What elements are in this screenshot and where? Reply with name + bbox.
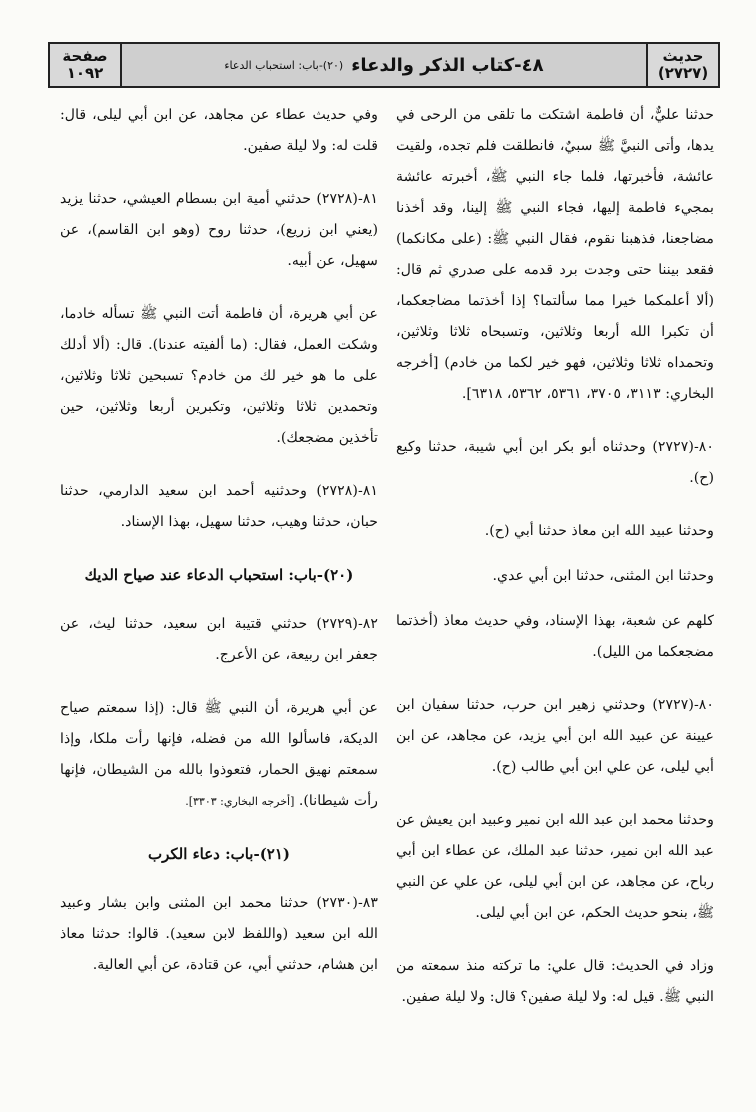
page-label: صفحة xyxy=(62,46,108,65)
paragraph: ٨١-(٢٧٢٨) وحدثنيه أحمد ابن سعيد الدارمي، حدثنا حبان، حدثنا وهيب، حدثنا سهيل، بهذا الإسناد. xyxy=(60,483,378,530)
paragraph xyxy=(60,693,378,817)
book-title: ٤٨-كتاب الذكر والدعاء xyxy=(351,54,544,76)
reference-note: [أخرجه البخاري: ٣٣٠٣]. xyxy=(185,795,295,808)
paragraph: ٨٠-(٢٧٢٧) وحدثناه أبو بكر ابن أبي شيبة، حدثنا وكيع (ح). xyxy=(396,439,714,486)
right-column xyxy=(396,100,714,1090)
page-number: ١٠٩٢ xyxy=(66,64,104,82)
paragraph: ٨١-(٢٧٢٨) حدثني أمية ابن بسطام العيشي، حدثنا يزيد (يعني ابن زريع)، حدثنا روح (وهو ابن القاسم)، عن سهيل، عن أبيه. xyxy=(60,191,378,269)
paragraph: ٨٠-(٢٧٢٧) وحدثني زهير ابن حرب، حدثنا سفيان ابن عيينة عن عبيد الله ابن أبي يزيد، عن مجاهد، عن ابن أبي ليلى، عن علي ابن أبي طالب (ح). xyxy=(396,697,714,775)
hadith-number: (٢٧٢٧) xyxy=(657,64,709,82)
section-heading: (٢٠)-باب: استحباب الدعاء عند صياح الديك xyxy=(84,566,354,584)
section-heading: (٢١)-باب: دعاء الكرب xyxy=(147,845,291,863)
paragraph: ٨٣-(٢٧٣٠) حدثنا محمد ابن المثنى وابن بشار وعبيد الله ابن سعيد (واللفظ لابن سعيد). قالوا: حدثنا معاذ ابن هشام، حدثني أبي، عن قتادة، عن أبي العالية. xyxy=(60,895,378,973)
paragraph: وحدثنا محمد ابن عبد الله ابن نمير وعبيد ابن يعيش عن عبد الله ابن نمير، حدثنا عبد الملك، عن عطاء ابن أبي رباح، عن مجاهد، عن ابن أبي ليلى، عن علي عن النبي ﷺ، بنحو حديث الحكم، عن ابن أبي ليلى. xyxy=(396,812,714,921)
paragraph: وحدثنا عبيد الله ابن معاذ حدثنا أبي (ح). xyxy=(484,523,714,539)
paragraph: وفي حديث عطاء عن مجاهد، عن ابن أبي ليلى، قال: قلت له: ولا ليلة صفين. xyxy=(60,107,378,154)
chapter-title: (٢٠)-باب: استحباب الدعاء xyxy=(224,58,344,72)
paragraph: وحدثنا ابن المثنى، حدثنا ابن أبي عدي. xyxy=(492,568,714,584)
hadith-label: حديث xyxy=(662,46,704,65)
paragraph: عن أبي هريرة، أن فاطمة أتت النبي ﷺ تسأله خادما، وشكت العمل، فقال: (ما ألفيته عندنا). قال: (ألا أدلك على ما هو خير لك من خادم؟ تسبحين ثلاثا وثلاثين، وتحمدين ثلاثا وثلاثين، وتكبرين أربعا وثلاثين، حين تأخذين مضجعك). xyxy=(60,306,378,446)
paragraph: حدثنا عليٌّ، أن فاطمة اشتكت ما تلقى من الرحى في يدها، وأتى النبيَّ ﷺ سبيٌ، فانطلقت فلم تجده، ولقيت عائشة، فأخبرتها، فلما جاء النبي ﷺ، أخبرته عائشة بمجيء فاطمة إليها، فجاء النبي ﷺ إلينا، وقد أخذنا مضاجعنا، فذهبنا نقوم، فقال النبي ﷺ: (على مكانكما) فقعد بيننا حتى وجدت برد قدمه على صدري ثم قال: (ألا أعلمكما خيرا مما سألتما؟ إذا أخذتما مضاجعكما، أن تكبرا الله أربعا وثلاثين، وتسبحاه ثلاثا وثلاثين، وتحمداه ثلاثا وثلاثين، فهو خير لكما من خادم) [أخرجه البخاري: ٣١١٣، ٣٧٠٥، ٥٣٦١، ٥٣٦٢، ٦٣١٨]. xyxy=(396,107,714,402)
left-column xyxy=(60,100,378,1090)
page-number-box xyxy=(50,44,122,86)
paragraph: كلهم عن شعبة، بهذا الإسناد، وفي حديث معاذ (أخذتما مضجعكما من الليل). xyxy=(396,613,714,660)
page-header xyxy=(48,42,720,88)
hadith-text: عن أبي هريرة، أن النبي ﷺ قال: (إذا سمعتم صياح الديكة، فاسألوا الله من فضله، فإنها رأت ملكا، وإذا سمعتم نهيق الحمار، فتعوذوا بالله من الشيطان، فإنها رأت شيطانا). xyxy=(60,700,378,809)
paragraph: وزاد في الحديث: قال علي: ما تركته منذ سمعته من النبي ﷺ. قيل له: ولا ليلة صفين؟ قال: ولا ليلة صفين. xyxy=(396,958,714,1005)
paragraph: ٨٢-(٢٧٢٩) حدثني قتيبة ابن سعيد، حدثنا ليث، عن جعفر ابن ربيعة، عن الأعرج. xyxy=(60,616,378,663)
hadith-number-box xyxy=(646,44,718,86)
header-titles xyxy=(122,55,646,76)
